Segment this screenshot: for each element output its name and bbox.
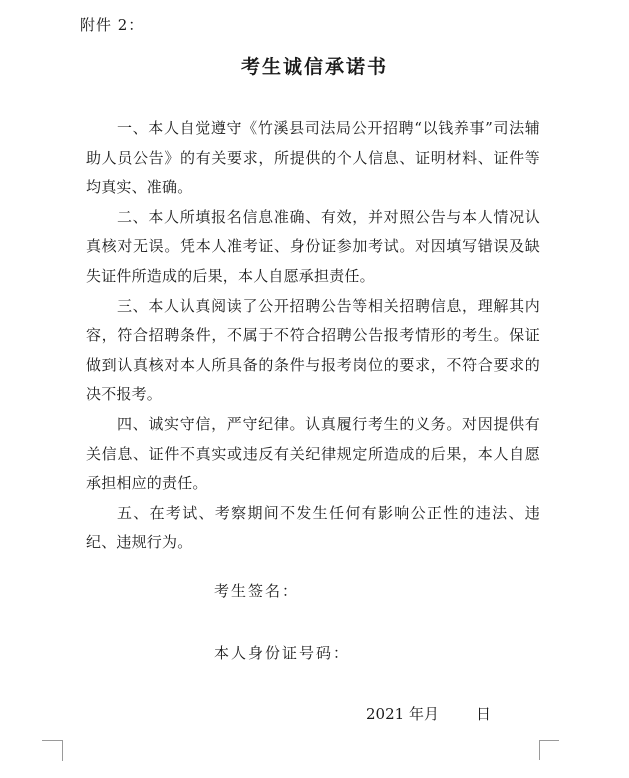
pledge-paragraph-5: 五、在考试、考察期间不发生任何有影响公正性的违法、违纪、违规行为。 bbox=[86, 503, 540, 552]
page-corner-mark-left bbox=[62, 740, 63, 761]
pledge-paragraph-2: 二、本人所填报名信息准确、有效，并对照公告与本人情况认真核对无误。凭本人准考证、身份证参加考试。对因填写错误及缺失证件所造成的后果，本人自愿承担责任。 bbox=[86, 207, 540, 285]
page-corner-mark-right bbox=[539, 740, 540, 760]
pledge-paragraph-1: 一、本人自觉遵守《竹溪县司法局公开招聘“以钱养事”司法辅助人员公告》的有关要求，所提供的个人信息、证明材料、证件等均真实、准确。 bbox=[86, 119, 540, 197]
date-year: 2021 年 bbox=[366, 705, 424, 723]
pledge-paragraph-3: 三、本人认真阅读了公开招聘公告等相关招聘信息，理解其内容，符合招聘条件，不属于不符合招聘公告报考情形的考生。保证做到认真核对本人所具备的条件与报考岗位的要求，不符合要求的决不报考。 bbox=[86, 296, 540, 404]
attachment-label: 附件 2： bbox=[80, 16, 145, 34]
signature-label: 考生签名： bbox=[214, 582, 300, 600]
date-day: 日 bbox=[476, 705, 492, 723]
date-line bbox=[366, 703, 491, 724]
pledge-body bbox=[86, 114, 540, 558]
page-title: 考生诚信承诺书 bbox=[240, 56, 388, 78]
id-number-label: 本人身份证号码： bbox=[214, 644, 351, 662]
pledge-paragraph-4: 四、诚实守信，严守纪律。认真履行考生的义务。对因提供有关信息、证件不真实或违反有关纪律规定所造成的后果，本人自愿承担相应的责任。 bbox=[86, 414, 540, 493]
date-month: 月 bbox=[424, 705, 440, 723]
